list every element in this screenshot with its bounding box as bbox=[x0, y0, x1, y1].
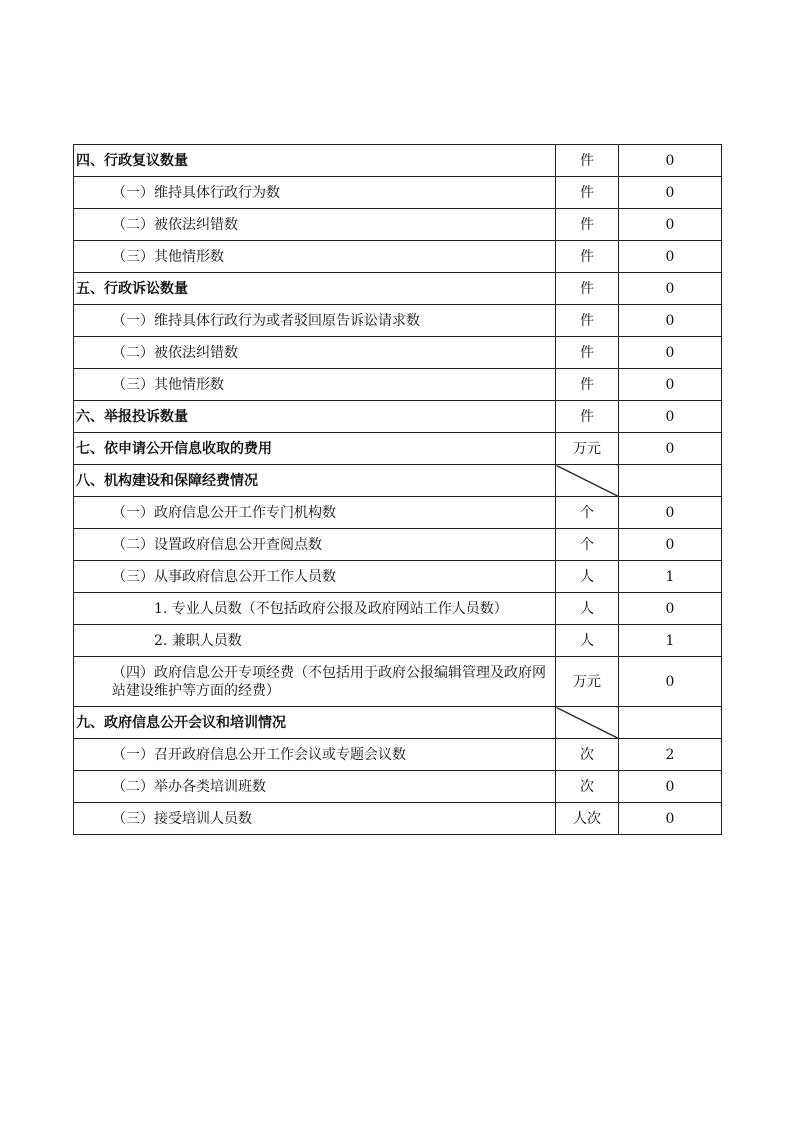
unit-cell: 件 bbox=[556, 241, 619, 273]
item-label-cell: （一）政府信息公开工作专门机构数 bbox=[74, 497, 556, 529]
value-cell: 0 bbox=[619, 145, 722, 177]
value-cell: 1 bbox=[619, 625, 722, 657]
table-row bbox=[74, 657, 722, 707]
table-row bbox=[74, 337, 722, 369]
unit-cell: 件 bbox=[556, 209, 619, 241]
item-label-cell: （一）召开政府信息公开工作会议或专题会议数 bbox=[74, 739, 556, 771]
value-cell: 0 bbox=[619, 305, 722, 337]
statistics-table bbox=[73, 144, 722, 835]
item-label-cell: （三）其他情形数 bbox=[74, 241, 556, 273]
value-cell: 2 bbox=[619, 739, 722, 771]
item-label-cell: （三）其他情形数 bbox=[74, 369, 556, 401]
item-label-cell: （一）维持具体行政行为数 bbox=[74, 177, 556, 209]
item-label-cell: 2. 兼职人员数 bbox=[74, 625, 556, 657]
table-row bbox=[74, 465, 722, 497]
section-heading-cell: 四、行政复议数量 bbox=[74, 145, 556, 177]
unit-cell: 人次 bbox=[556, 803, 619, 835]
table-row bbox=[74, 625, 722, 657]
unit-cell: 人 bbox=[556, 625, 619, 657]
section-heading-cell: 五、行政诉讼数量 bbox=[74, 273, 556, 305]
value-cell: 0 bbox=[619, 401, 722, 433]
diagonal-slash-cell bbox=[556, 707, 619, 739]
section-heading-cell: 八、机构建设和保障经费情况 bbox=[74, 465, 556, 497]
unit-cell: 人 bbox=[556, 561, 619, 593]
item-label-cell: （一）维持具体行政行为或者驳回原告诉讼请求数 bbox=[74, 305, 556, 337]
value-cell: 0 bbox=[619, 657, 722, 707]
unit-cell: 人 bbox=[556, 593, 619, 625]
table-row bbox=[74, 433, 722, 465]
statistics-table-body bbox=[74, 145, 722, 835]
value-cell: 0 bbox=[619, 337, 722, 369]
table-row bbox=[74, 177, 722, 209]
table-row bbox=[74, 593, 722, 625]
value-cell: 0 bbox=[619, 529, 722, 561]
value-cell: 1 bbox=[619, 561, 722, 593]
unit-cell: 件 bbox=[556, 401, 619, 433]
unit-cell: 件 bbox=[556, 273, 619, 305]
unit-cell: 件 bbox=[556, 305, 619, 337]
section-heading-cell: 六、举报投诉数量 bbox=[74, 401, 556, 433]
table-row bbox=[74, 497, 722, 529]
unit-cell: 万元 bbox=[556, 433, 619, 465]
table-row bbox=[74, 739, 722, 771]
unit-cell: 件 bbox=[556, 369, 619, 401]
table-row bbox=[74, 305, 722, 337]
unit-cell: 个 bbox=[556, 529, 619, 561]
section-heading-cell: 九、政府信息公开会议和培训情况 bbox=[74, 707, 556, 739]
value-cell: 0 bbox=[619, 177, 722, 209]
unit-cell: 次 bbox=[556, 739, 619, 771]
table-row bbox=[74, 145, 722, 177]
item-label-cell: （四）政府信息公开专项经费（不包括用于政府公报编辑管理及政府网站建设维护等方面的经费） bbox=[74, 657, 556, 707]
item-label-cell: （三）从事政府信息公开工作人员数 bbox=[74, 561, 556, 593]
item-label-cell: （二）举办各类培训班数 bbox=[74, 771, 556, 803]
value-cell: 0 bbox=[619, 433, 722, 465]
empty-value-cell bbox=[619, 707, 722, 739]
value-cell: 0 bbox=[619, 241, 722, 273]
table-row bbox=[74, 561, 722, 593]
table-row bbox=[74, 803, 722, 835]
item-label-cell: 1. 专业人员数（不包括政府公报及政府网站工作人员数） bbox=[74, 593, 556, 625]
unit-cell: 次 bbox=[556, 771, 619, 803]
value-cell: 0 bbox=[619, 497, 722, 529]
unit-cell: 万元 bbox=[556, 657, 619, 707]
value-cell: 0 bbox=[619, 593, 722, 625]
item-label-cell: （二）被依法纠错数 bbox=[74, 209, 556, 241]
table-row bbox=[74, 369, 722, 401]
table-row bbox=[74, 209, 722, 241]
unit-cell: 个 bbox=[556, 497, 619, 529]
table-row bbox=[74, 529, 722, 561]
item-label-cell: （二）被依法纠错数 bbox=[74, 337, 556, 369]
table-row bbox=[74, 401, 722, 433]
diagonal-slash-cell bbox=[556, 465, 619, 497]
value-cell: 0 bbox=[619, 771, 722, 803]
empty-value-cell bbox=[619, 465, 722, 497]
table-row bbox=[74, 273, 722, 305]
value-cell: 0 bbox=[619, 209, 722, 241]
item-label-cell: （二）设置政府信息公开查阅点数 bbox=[74, 529, 556, 561]
unit-cell: 件 bbox=[556, 177, 619, 209]
table-row bbox=[74, 241, 722, 273]
value-cell: 0 bbox=[619, 273, 722, 305]
section-heading-cell: 七、依申请公开信息收取的费用 bbox=[74, 433, 556, 465]
unit-cell: 件 bbox=[556, 145, 619, 177]
item-label-cell: （三）接受培训人员数 bbox=[74, 803, 556, 835]
value-cell: 0 bbox=[619, 369, 722, 401]
table-row bbox=[74, 771, 722, 803]
unit-cell: 件 bbox=[556, 337, 619, 369]
table-row bbox=[74, 707, 722, 739]
value-cell: 0 bbox=[619, 803, 722, 835]
